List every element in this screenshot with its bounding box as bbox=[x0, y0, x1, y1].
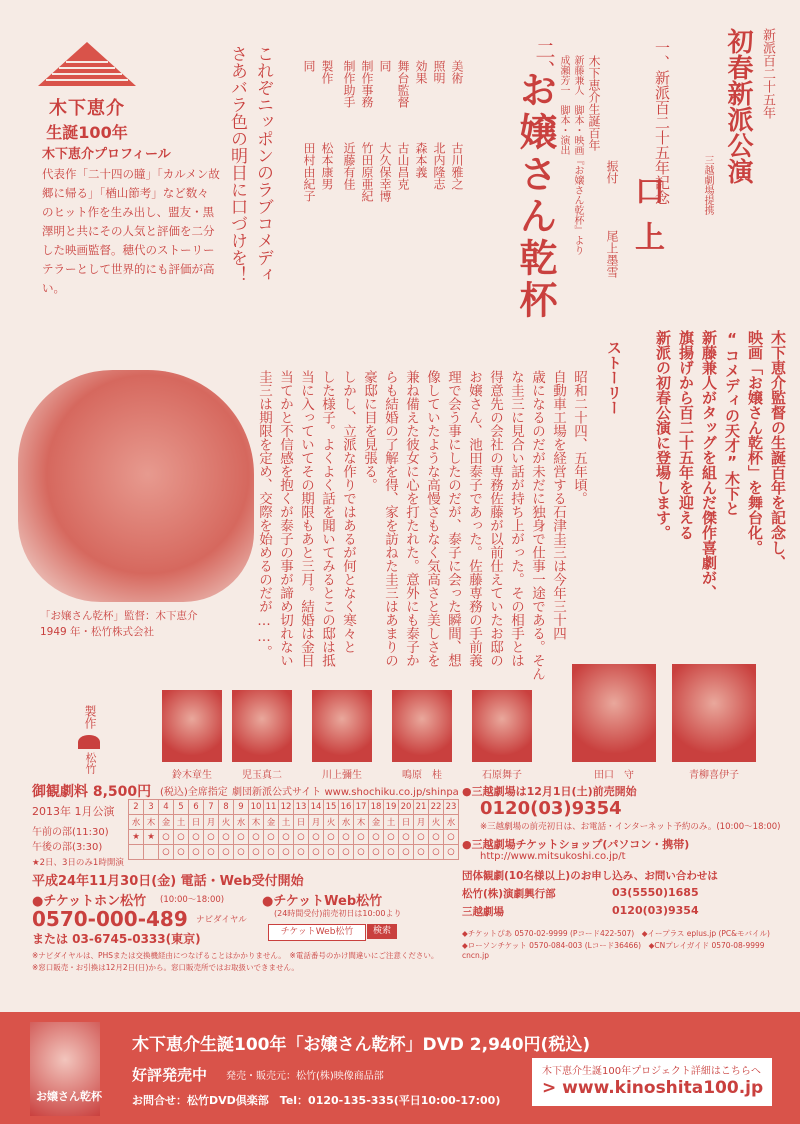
am-mark: ○ bbox=[204, 830, 219, 845]
tickethone-hours: (10:00〜18:00) bbox=[160, 895, 225, 905]
story-line: 兼ね備えた彼女に心を打たれた。意外にも泰子か bbox=[403, 370, 419, 667]
staff-name: 古山昌克 bbox=[396, 142, 410, 190]
story-line: 昭和二十四、五年頃。 bbox=[571, 370, 587, 505]
fine-print-2: ※窓口販売・お引換は12月2日(日)から。窓口販売所ではお取扱いできません。 bbox=[32, 963, 299, 972]
staff-role: 同 bbox=[378, 60, 392, 72]
logo-line1: 木下恵介 bbox=[49, 98, 125, 119]
am-mark: ○ bbox=[429, 830, 444, 845]
story-line: 豪邸に目を見張る。 bbox=[361, 370, 377, 492]
staff-role: 美術 bbox=[450, 60, 464, 84]
intro-line: “コメディの天才”木下と bbox=[723, 330, 741, 516]
am-mark: ★ bbox=[144, 830, 159, 845]
day-number: 8 bbox=[219, 800, 234, 815]
part2-label: 二、 bbox=[532, 40, 556, 80]
story-line: 当に入っていてその期限もあと三月。結婚は金目 bbox=[298, 370, 314, 667]
story-line: な圭三に見合い話が持ち上がった。その相手とは bbox=[508, 370, 524, 667]
pm-mark: ○ bbox=[429, 845, 444, 860]
group-tel-2[interactable]: 0120(03)9354 bbox=[612, 904, 699, 917]
day-number: 16 bbox=[339, 800, 354, 815]
day-number: 22 bbox=[429, 800, 444, 815]
pm-mark: ○ bbox=[234, 845, 249, 860]
am-mark: ○ bbox=[219, 830, 234, 845]
cast-photo bbox=[472, 690, 532, 762]
logo-line2: 生誕100年 bbox=[46, 123, 128, 142]
story-text bbox=[250, 370, 590, 681]
am-mark: ○ bbox=[384, 830, 399, 845]
producer-label: 製作 bbox=[83, 705, 97, 729]
weekday: 火 bbox=[219, 815, 234, 830]
weekday: 火 bbox=[429, 815, 444, 830]
intro-line: 木下恵介監督の生誕百年を記念し、 bbox=[769, 330, 787, 570]
film-still-photo bbox=[18, 370, 254, 602]
pm-mark bbox=[144, 845, 159, 860]
weekday: 木 bbox=[354, 815, 369, 830]
mitsukoshi-note: ※三越劇場の前売初日は、お電話・インターネット予約のみ。(10:00〜18:00) bbox=[480, 822, 781, 832]
day-number: 2 bbox=[129, 800, 144, 815]
day-number: 11 bbox=[264, 800, 279, 815]
story-line: 歳になるのだが未だに独身で仕事一途である。そん bbox=[529, 370, 545, 681]
pm-mark: ○ bbox=[369, 845, 384, 860]
intro-line: 新派の初春公演に登場します。 bbox=[654, 330, 672, 540]
weekday: 日 bbox=[189, 815, 204, 830]
photo-caption-2: 1949 年・松竹株式会社 bbox=[40, 626, 155, 638]
performance-month: 2013年 1月公演 bbox=[32, 805, 115, 818]
am-mark: ○ bbox=[279, 830, 294, 845]
staff-name: 北内隆志 bbox=[432, 142, 446, 190]
cast-name: 児玉真二 bbox=[242, 770, 282, 781]
pm-mark: ○ bbox=[279, 845, 294, 860]
staff-role: 制作助手 bbox=[342, 60, 356, 108]
shinpa-site-link[interactable]: 劇団新派公式サイト www.shochiku.co.jp/shinpa bbox=[232, 787, 459, 798]
am-mark: ○ bbox=[444, 830, 459, 845]
cast-photo bbox=[672, 664, 756, 762]
staff-role: 照明 bbox=[432, 60, 446, 84]
intro-line: 映画「お嬢さん乾杯」を舞台化。 bbox=[746, 330, 764, 555]
mitsukoshi-sales: ●三越劇場は12月1日(土)前売開始 bbox=[462, 785, 637, 798]
story-line: お嬢さん、池田泰子であった。佐藤専務の手前義 bbox=[466, 370, 482, 667]
day-number: 12 bbox=[279, 800, 294, 815]
group-info: 団体観劇(10名様以上)のお申し込み、お問い合わせは bbox=[462, 870, 718, 882]
weekday: 水 bbox=[444, 815, 459, 830]
pm-mark: ○ bbox=[339, 845, 354, 860]
cast-name: 川上彌生 bbox=[322, 770, 362, 781]
pm-mark: ○ bbox=[159, 845, 174, 860]
header-sponsor: 三越劇場提携 bbox=[702, 155, 713, 215]
am-mark: ○ bbox=[339, 830, 354, 845]
am-mark: ○ bbox=[189, 830, 204, 845]
pm-mark: ○ bbox=[249, 845, 264, 860]
staff-name: 竹田原亜紀 bbox=[360, 142, 374, 202]
profile-title: 木下恵介プロフィール bbox=[42, 147, 171, 162]
staff-name: 田村由紀子 bbox=[302, 142, 316, 202]
story-line: しかし、立派な作りではあるが何となく寒々と bbox=[340, 370, 356, 654]
header-title: 初春新派公演 bbox=[723, 28, 753, 184]
ticketweb-label: ●チケットWeb松竹 bbox=[262, 894, 383, 909]
day-number: 3 bbox=[144, 800, 159, 815]
weekday: 木 bbox=[249, 815, 264, 830]
staff-name: 近藤有佳 bbox=[342, 142, 356, 190]
day-number: 9 bbox=[234, 800, 249, 815]
price-note: (税込)全席指定 bbox=[160, 787, 228, 798]
dvd-cover-title: お嬢さん乾杯 bbox=[36, 1090, 102, 1103]
story-line: 像していたような高慢さもなく気高さと美しさを bbox=[424, 370, 440, 667]
am-mark: ○ bbox=[369, 830, 384, 845]
group-tel-1[interactable]: 03(5550)1685 bbox=[612, 886, 699, 899]
pm-mark: ○ bbox=[264, 845, 279, 860]
am-mark: ○ bbox=[234, 830, 249, 845]
tickethone-label: ●チケットホン松竹 bbox=[32, 894, 147, 909]
price-label: 御観劇料 8,500円 bbox=[32, 784, 152, 800]
sales-start: 平成24年11月30日(金) 電話・Web受付開始 bbox=[32, 874, 304, 889]
day-number: 13 bbox=[294, 800, 309, 815]
day-number: 17 bbox=[354, 800, 369, 815]
pm-mark: ○ bbox=[219, 845, 234, 860]
day-number: 21 bbox=[414, 800, 429, 815]
pm-performance: 午後の部(3:30) bbox=[32, 842, 103, 853]
weekday: 日 bbox=[399, 815, 414, 830]
story-line: 理で会う事にしたのだが、泰子に会った瞬間、想 bbox=[445, 370, 461, 667]
day-number: 5 bbox=[174, 800, 189, 815]
day-number: 14 bbox=[309, 800, 324, 815]
schedule-note: ★2日、3日のみ1時開演 bbox=[32, 858, 124, 868]
am-mark: ★ bbox=[129, 830, 144, 845]
pm-mark: ○ bbox=[384, 845, 399, 860]
am-mark: ○ bbox=[399, 830, 414, 845]
part2-title: お嬢さん乾杯 bbox=[513, 70, 557, 322]
dvd-banner bbox=[0, 1012, 800, 1124]
cast-photo bbox=[312, 690, 372, 762]
group-contact-2: 三越劇場 bbox=[462, 906, 504, 918]
am-mark: ○ bbox=[174, 830, 189, 845]
dvd-contact[interactable]: お問合せ：松竹DVD倶楽部 Tel：0120-135-335(平日10:00-17:00) bbox=[132, 1094, 501, 1107]
pm-mark: ○ bbox=[444, 845, 459, 860]
story-line: 圭三は期限を定め、交際を始めるのだが……。 bbox=[256, 370, 272, 659]
staff-name: 松本康男 bbox=[320, 142, 334, 190]
header-pre: 新派百二十五年 bbox=[760, 28, 775, 119]
project-label: 木下恵介生誕100年プロジェクト詳細はこちらへ bbox=[542, 1066, 761, 1077]
cast-name: 石原舞子 bbox=[482, 770, 522, 781]
story-label: ストーリー bbox=[605, 340, 623, 415]
am-performance: 午前の部(11:30) bbox=[32, 827, 109, 838]
weekday: 土 bbox=[384, 815, 399, 830]
cast-photo bbox=[232, 690, 292, 762]
credit-3: 成瀬芳一 脚本・演出 bbox=[558, 55, 569, 155]
staff-name: 大久保幸博 bbox=[378, 142, 392, 202]
day-number: 7 bbox=[204, 800, 219, 815]
part1-name: 尾上墨雪 bbox=[605, 230, 619, 278]
pm-mark bbox=[129, 845, 144, 860]
am-mark: ○ bbox=[324, 830, 339, 845]
weekday: 日 bbox=[294, 815, 309, 830]
story-line: 自動車工場を経営する石津圭三は今年三十四 bbox=[550, 370, 566, 640]
staff-role: 舞台監督 bbox=[396, 60, 410, 108]
staff-role: 制作事務 bbox=[360, 60, 374, 108]
pm-mark: ○ bbox=[324, 845, 339, 860]
pm-mark: ○ bbox=[309, 845, 324, 860]
am-mark: ○ bbox=[264, 830, 279, 845]
profile-text: 代表作「二十四の瞳」「カルメン故郷に帰る」「楢山節考」など数々のヒット作を生み出し、盟友・黒澤明と共にその人気と評価を二分した映画監督。穂代のストーリーテラーとして世界的にも評価が高い。 bbox=[42, 167, 220, 295]
photo-caption-1: 「お嬢さん乾杯」監督：木下恵介 bbox=[40, 610, 198, 622]
pm-mark: ○ bbox=[354, 845, 369, 860]
schedule-table bbox=[128, 799, 459, 860]
cast-photo bbox=[572, 664, 656, 762]
group-contact-1: 松竹(株)演劇興行部 bbox=[462, 888, 556, 900]
weekday: 土 bbox=[279, 815, 294, 830]
am-mark: ○ bbox=[294, 830, 309, 845]
cast-name: 鈴木章生 bbox=[172, 770, 212, 781]
staff-role: 同 bbox=[302, 60, 316, 72]
pm-mark: ○ bbox=[399, 845, 414, 860]
mountain-logo-icon bbox=[32, 40, 142, 90]
ticketweb-search-input[interactable]: チケットWeb松竹 bbox=[268, 924, 366, 941]
day-number: 6 bbox=[189, 800, 204, 815]
day-number: 20 bbox=[399, 800, 414, 815]
am-mark: ○ bbox=[309, 830, 324, 845]
weekday: 土 bbox=[174, 815, 189, 830]
weekday: 水 bbox=[129, 815, 144, 830]
cast-name: 青柳喜伊子 bbox=[689, 770, 739, 781]
story-line: らも結婚の了解を得、家を訪ねた圭三はあまりの bbox=[382, 370, 398, 667]
other-playguides-1: ◆チケットぴあ 0570-02-9999 (Pコード422-507) ◆イープラス eplus.jp (PC&モバイル) bbox=[462, 929, 770, 938]
weekday: 月 bbox=[414, 815, 429, 830]
kinoshita-100-logo bbox=[32, 40, 142, 143]
pm-mark: ○ bbox=[204, 845, 219, 860]
ticketweb-note: (24時間受付)前売初日は10:00より bbox=[274, 909, 402, 918]
sale-label: 好評発売中 bbox=[132, 1066, 208, 1084]
tel1-note: ナビダイヤル bbox=[196, 915, 247, 925]
credit-2: 新藤兼人 脚本・映画『お嬢さん乾杯』より bbox=[572, 55, 583, 255]
search-button[interactable]: 検索 bbox=[367, 924, 397, 939]
ticket-shop-url[interactable]: http://www.mitsukoshi.co.jp/t bbox=[480, 851, 626, 862]
am-mark: ○ bbox=[159, 830, 174, 845]
intro-line: 旗揚げから百二十五年を迎える bbox=[677, 330, 695, 540]
cast-photo bbox=[162, 690, 222, 762]
project-link-box[interactable] bbox=[532, 1058, 772, 1106]
tokyo-tel[interactable]: または 03-6745-0333(東京) bbox=[32, 932, 201, 946]
weekday: 火 bbox=[324, 815, 339, 830]
day-number: 19 bbox=[384, 800, 399, 815]
staff-role: 効果 bbox=[414, 60, 428, 84]
pm-mark: ○ bbox=[294, 845, 309, 860]
cast-photo bbox=[392, 690, 452, 762]
credit-1: 木下恵介生誕百年 bbox=[587, 55, 601, 151]
catch-copy-1: これぞニッポンのラブコメディ bbox=[253, 45, 273, 283]
staff-name: 森本義 bbox=[414, 142, 428, 178]
other-playguides-2: ◆ローソンチケット 0570-084-003 (Lコード36466) ◆CNプレイガイド 0570-08-9999 cncn.jp bbox=[462, 941, 765, 960]
producer-company: 松竹 bbox=[84, 752, 97, 774]
part1-label: 一、新派百二十五年記念 bbox=[653, 40, 671, 205]
cast-name: 鳴原 桂 bbox=[402, 770, 442, 781]
day-number: 15 bbox=[324, 800, 339, 815]
weekday: 月 bbox=[309, 815, 324, 830]
mitsukoshi-tel[interactable]: 0120(03)9354 bbox=[480, 798, 622, 819]
fine-print-1: ※ナビダイヤルは、PHSまたは交換機経由につなげることはかかりません。 ※電話番号のかけ間違いにご注意ください。 bbox=[32, 951, 439, 960]
pm-mark: ○ bbox=[174, 845, 189, 860]
part1-role: 振付 bbox=[605, 160, 619, 184]
am-mark: ○ bbox=[249, 830, 264, 845]
cast-name: 田口 守 bbox=[594, 770, 634, 781]
weekday: 木 bbox=[144, 815, 159, 830]
staff-name: 古川雅之 bbox=[450, 142, 464, 190]
shochiku-logo-icon bbox=[78, 735, 100, 749]
story-line: 当てかと不信感を抱くが泰子の事が諦め切れない bbox=[277, 370, 293, 667]
project-url[interactable]: > www.kinoshita100.jp bbox=[542, 1078, 764, 1098]
day-number: 23 bbox=[444, 800, 459, 815]
weekday: 水 bbox=[339, 815, 354, 830]
dvd-seller: 発売・販売元：松竹(株)映像商品部 bbox=[226, 1071, 384, 1082]
pm-mark: ○ bbox=[189, 845, 204, 860]
story-line: した様子。よくよく話を聞いてみるとこの邸は抵 bbox=[319, 370, 335, 667]
dvd-title: 木下恵介生誕100年「お嬢さん乾杯」DVD 2,940円(税込) bbox=[132, 1035, 591, 1055]
story-line: 得意先の会社の専務佐藤が以前仕えていたお邸の bbox=[487, 370, 503, 667]
weekday: 金 bbox=[264, 815, 279, 830]
pm-mark: ○ bbox=[414, 845, 429, 860]
staff-role: 製作 bbox=[320, 60, 334, 84]
weekday: 水 bbox=[234, 815, 249, 830]
ticket-shop-label: ●三越劇場チケットショップ(パソコン・携帯) bbox=[462, 838, 690, 851]
tickethone-tel[interactable]: 0570-000-489 bbox=[32, 907, 188, 931]
intro-line: 新藤兼人がタッグを組んだ傑作喜劇が、 bbox=[700, 330, 718, 600]
am-mark: ○ bbox=[354, 830, 369, 845]
weekday: 金 bbox=[369, 815, 384, 830]
catch-copy-2: さあバラ色の明日に口づけを！ bbox=[227, 45, 247, 283]
day-number: 18 bbox=[369, 800, 384, 815]
part1-title: 口上 bbox=[629, 175, 664, 267]
day-number: 10 bbox=[249, 800, 264, 815]
weekday: 月 bbox=[204, 815, 219, 830]
weekday: 金 bbox=[159, 815, 174, 830]
day-number: 4 bbox=[159, 800, 174, 815]
am-mark: ○ bbox=[414, 830, 429, 845]
